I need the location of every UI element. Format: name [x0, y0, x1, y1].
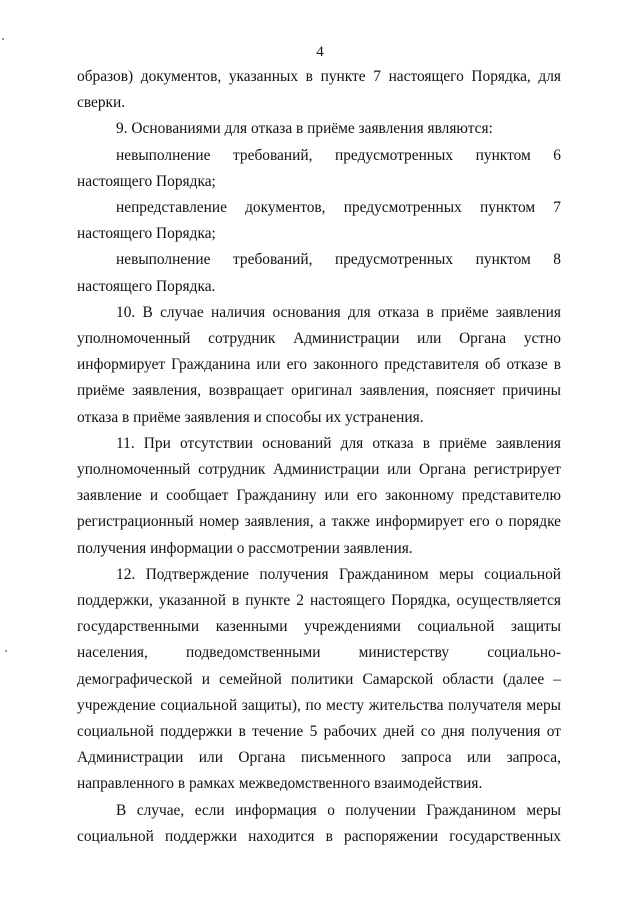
document-body	[77, 64, 561, 850]
paragraph-10: 10. В случае наличия основания для отказа в приёме заявления уполномоченный сотрудник Администрации или Органа устно информирует Гражданина или его законного представителя об отказе в приёме заявления, возвращает оригинал заявления, поясняет причины отказа в приёме заявления и способы их устранения.	[77, 303, 561, 426]
paragraph-9-item-3: невыполнение требований, предусмотренных пунктом 8 настоящего Порядка.	[77, 251, 561, 295]
paragraph-12: 12. Подтверждение получения Гражданином меры социальной поддержки, указанной в пункте 2 настоящего Порядка, осуществляется государственными казенными учреждениями социальной защиты населения, подведомственными министерству социально-демографической и семейной политики Самарской области (далее – учреждение социальной защиты), по месту жительства получателя меры социальной поддержки в течение 5 рабочих дней со дня получения от Администрации или Органа письменного запроса или запроса, направленного в рамках межведомственного взаимодействия.	[77, 565, 561, 793]
paragraph-9-item-1: невыполнение требований, предусмотренных пунктом 6 настоящего Порядка;	[77, 146, 561, 190]
paragraph-12-continued: В случае, если информация о получении Гражданином меры социальной поддержки находится в распоряжении государственных	[77, 801, 561, 845]
scan-speck	[5, 650, 7, 652]
scan-speck	[2, 38, 4, 40]
paragraph-9: 9. Основаниями для отказа в приёме заявления являются:	[116, 120, 493, 138]
paragraph-continuation: образов) документов, указанных в пункте 7 настоящего Порядка, для сверки.	[77, 68, 561, 112]
page-number: 4	[316, 44, 324, 60]
paragraph-11: 11. При отсутствии оснований для отказа в приёме заявления уполномоченный сотрудник Администрации или Органа регистрирует заявление и сообщает Гражданину или его законному представителю регистрационный номер заявления, а также информирует его о порядке получения информации о рассмотрении заявления.	[77, 434, 561, 557]
paragraph-9-item-2: непредставление документов, предусмотренных пунктом 7 настоящего Порядка;	[77, 199, 561, 243]
